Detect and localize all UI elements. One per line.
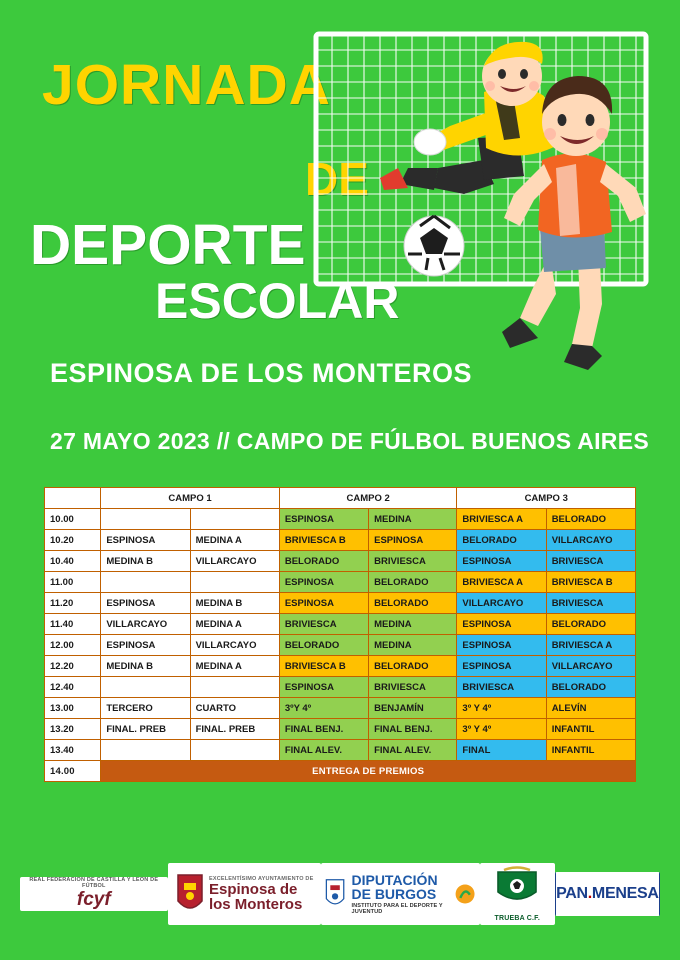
row-time: 12.20 [45, 656, 101, 677]
town-subtitle: ESPINOSA DE LOS MONTEROS [50, 358, 473, 388]
row-cell: ESPINOSA [279, 509, 368, 530]
row-cell: BRIVIESCA [546, 551, 635, 572]
table-row [45, 593, 636, 614]
premios-time: 14.00 [45, 761, 101, 782]
row-time: 11.00 [45, 572, 101, 593]
table-row [45, 656, 636, 677]
row-cell: BRIVIESCA [546, 593, 635, 614]
row-time: 12.40 [45, 677, 101, 698]
logo-ayuntamiento [168, 863, 321, 925]
header-time [45, 488, 101, 509]
football-illustration [288, 18, 670, 388]
row-cell: FINAL ALEV. [279, 740, 368, 761]
row-time: 13.20 [45, 719, 101, 740]
header-campo-2: CAMPO 2 [279, 488, 457, 509]
table-row [45, 509, 636, 530]
logo-trueba-text: TRUEBA C.F. [494, 915, 541, 922]
row-cell: BRIVIESCA A [457, 509, 546, 530]
logo-diputacion [321, 863, 480, 925]
table-row [45, 572, 636, 593]
row-cell: BRIVIESCA A [546, 635, 635, 656]
row-cell [101, 572, 190, 593]
row-cell: 3ºY 4º [279, 698, 368, 719]
table-row [45, 614, 636, 635]
logo-diputacion-line2: DE BURGOS [351, 886, 437, 902]
schedule-group-header-row [45, 488, 636, 509]
row-cell: BRIVIESCA [369, 551, 457, 572]
row-cell [190, 572, 279, 593]
row-cell [101, 740, 190, 761]
header-campo-1: CAMPO 1 [101, 488, 280, 509]
row-time: 13.40 [45, 740, 101, 761]
row-time: 10.40 [45, 551, 101, 572]
row-cell: FINAL BENJ. [279, 719, 368, 740]
table-row [45, 530, 636, 551]
row-cell: BELORADO [546, 677, 635, 698]
row-cell: ESPINOSA [457, 656, 546, 677]
logo-pan-text2: MENESA [591, 885, 659, 902]
row-cell: FINAL ALEV. [369, 740, 457, 761]
row-cell: BELORADO [546, 614, 635, 635]
row-cell: VILLARCAYO [190, 551, 279, 572]
logo-diputacion-sub: INSTITUTO PARA EL DEPORTE Y JUVENTUD [351, 903, 443, 916]
premios-label: ENTREGA DE PREMIOS [101, 761, 636, 782]
logo-ayuntamiento-top: EXCELENTÍSIMO AYUNTAMIENTO DE [208, 876, 314, 882]
row-cell [190, 740, 279, 761]
table-row [45, 719, 636, 740]
row-cell: BRIVIESCA [369, 677, 457, 698]
row-cell: BRIVIESCA B [546, 572, 635, 593]
schedule-table [44, 487, 636, 782]
row-cell: BRIVIESCA B [279, 656, 368, 677]
sponsor-logos [20, 858, 660, 930]
title-line-4: ESCOLAR [155, 273, 400, 329]
row-cell [101, 509, 190, 530]
row-cell: BENJAMÍN [369, 698, 457, 719]
row-cell: ESPINOSA [279, 593, 368, 614]
row-time: 10.00 [45, 509, 101, 530]
logo-ayuntamiento-line2: los Monteros [208, 896, 303, 913]
row-cell: BRIVIESCA B [279, 530, 368, 551]
row-time: 13.00 [45, 698, 101, 719]
row-cell: FINAL BENJ. [369, 719, 457, 740]
title-line-1: JORNADA [42, 53, 331, 117]
logo-trueba [480, 863, 555, 925]
coat-of-arms-icon [175, 871, 205, 917]
row-time: 10.20 [45, 530, 101, 551]
row-cell: BELORADO [369, 656, 457, 677]
row-cell: ESPINOSA [101, 635, 190, 656]
row-cell: ALEVÍN [546, 698, 635, 719]
row-cell: MEDINA A [190, 614, 279, 635]
row-cell: MEDINA [369, 614, 457, 635]
row-cell: INFANTIL [546, 740, 635, 761]
row-cell [101, 677, 190, 698]
row-cell: BELORADO [457, 530, 546, 551]
title-line-3: DEPORTE [30, 213, 306, 277]
row-cell: BELORADO [279, 551, 368, 572]
burgos-shield-icon [324, 873, 346, 915]
row-cell: MEDINA B [101, 551, 190, 572]
table-row [45, 635, 636, 656]
logo-pan-dot: . [587, 885, 592, 902]
trueba-crest-icon [492, 866, 542, 910]
row-cell [190, 509, 279, 530]
logo-diputacion-line1: DIPUTACIÓN [351, 871, 438, 888]
row-cell: ESPINOSA [457, 551, 546, 572]
logo-ayuntamiento-line1: Espinosa de [208, 881, 298, 898]
logo-fcyf [20, 877, 168, 912]
row-cell: MEDINA A [190, 656, 279, 677]
row-cell: ESPINOSA [279, 572, 368, 593]
row-cell: TERCERO [101, 698, 190, 719]
row-cell [190, 677, 279, 698]
logo-pan-text1: PAN [556, 885, 588, 902]
row-time: 12.00 [45, 635, 101, 656]
title-line-2: DE [305, 153, 369, 205]
row-time: 11.20 [45, 593, 101, 614]
row-cell: MEDINA B [190, 593, 279, 614]
row-time: 11.40 [45, 614, 101, 635]
row-cell: VILLARCAYO [101, 614, 190, 635]
schedule-body [45, 509, 636, 782]
premios-row [45, 761, 636, 782]
row-cell: BELORADO [369, 572, 457, 593]
row-cell: VILLARCAYO [190, 635, 279, 656]
logo-pan-menesa [555, 872, 660, 916]
row-cell: ESPINOSA [101, 593, 190, 614]
row-cell: 3º Y 4º [457, 719, 546, 740]
row-cell: ESPINOSA [279, 677, 368, 698]
date-venue-subtitle: 27 MAYO 2023 // CAMPO DE FÚLBOL BUENOS AIRES [50, 428, 649, 454]
row-cell: VILLARCAYO [457, 593, 546, 614]
row-cell: ESPINOSA [101, 530, 190, 551]
row-cell: VILLARCAYO [546, 656, 635, 677]
instituto-deporte-icon [454, 877, 476, 911]
table-row [45, 698, 636, 719]
row-cell: INFANTIL [546, 719, 635, 740]
table-row [45, 740, 636, 761]
row-cell: ESPINOSA [457, 614, 546, 635]
row-cell: MEDINA A [190, 530, 279, 551]
row-cell: BRIVIESCA [279, 614, 368, 635]
row-cell: BELORADO [369, 593, 457, 614]
row-cell: ESPINOSA [457, 635, 546, 656]
row-cell: BELORADO [546, 509, 635, 530]
row-cell: VILLARCAYO [546, 530, 635, 551]
row-cell: ESPINOSA [369, 530, 457, 551]
row-cell: CUARTO [190, 698, 279, 719]
logo-fcyf-caption: REAL FEDERACIÓN DE CASTILLA Y LEÓN DE FÚTBOL [29, 876, 159, 889]
row-cell: MEDINA [369, 509, 457, 530]
row-cell: BRIVIESCA A [457, 572, 546, 593]
header-campo-3: CAMPO 3 [457, 488, 636, 509]
table-row [45, 551, 636, 572]
table-row [45, 677, 636, 698]
row-cell: 3º Y 4º [457, 698, 546, 719]
row-cell: FINAL [457, 740, 546, 761]
row-cell: BRIVIESCA [457, 677, 546, 698]
logo-fcyf-text: fcyf [76, 889, 111, 911]
row-cell: MEDINA B [101, 656, 190, 677]
row-cell: MEDINA [369, 635, 457, 656]
football-icon [404, 216, 464, 276]
row-cell: BELORADO [279, 635, 368, 656]
row-cell: FINAL. PREB [101, 719, 190, 740]
row-cell: FINAL. PREB [190, 719, 279, 740]
